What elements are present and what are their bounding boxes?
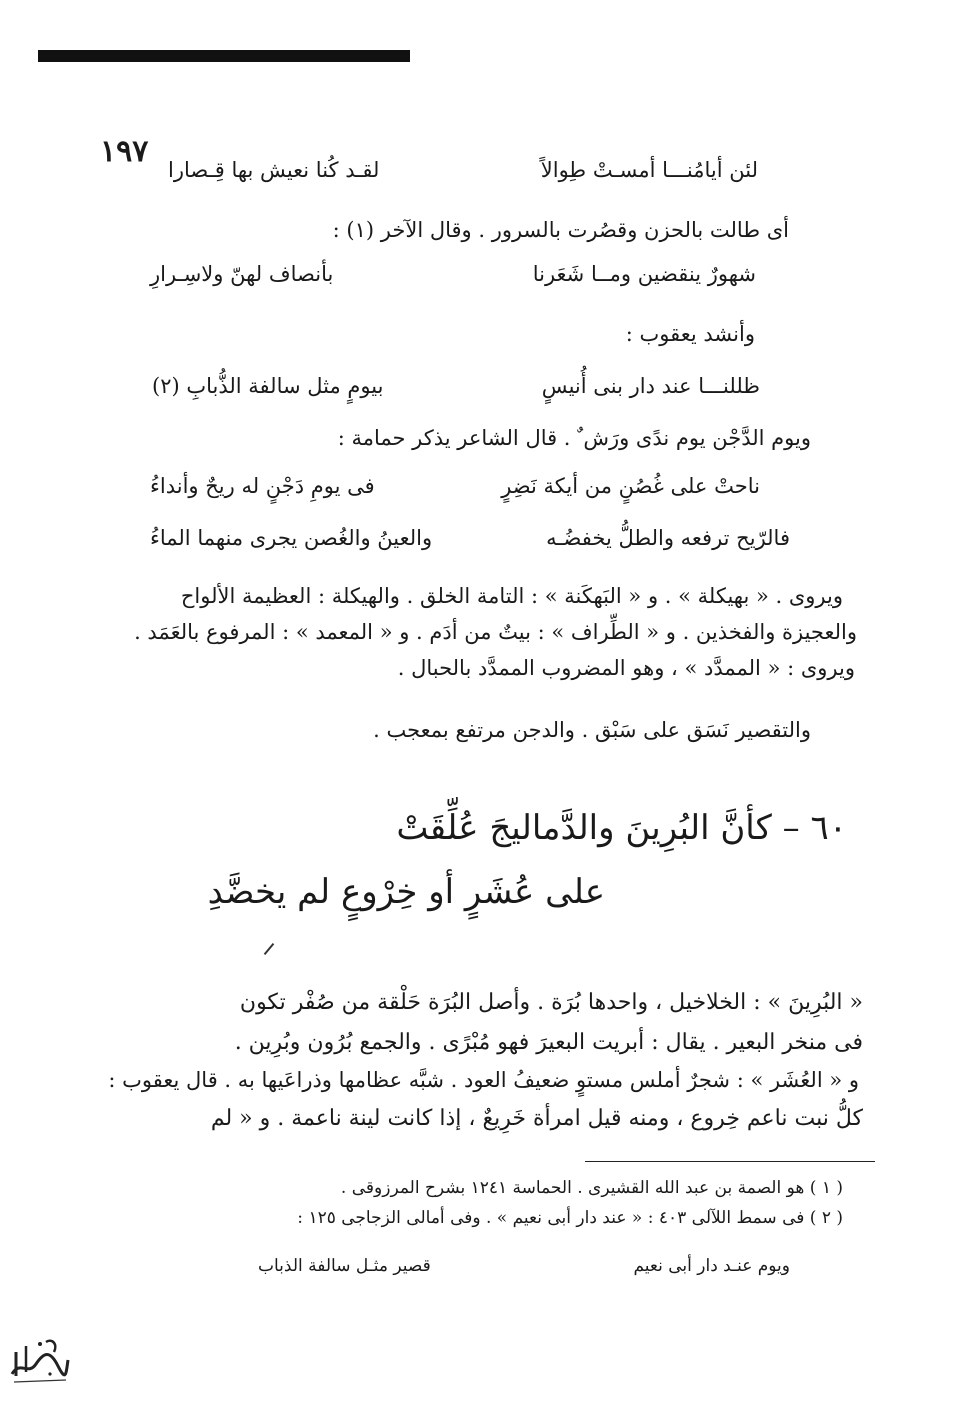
- verse-60-line-1: ٦٠ – كأنَّ البُرِينَ والدَّماليجَ عُلِّقَتْ: [396, 808, 847, 848]
- commentary-line: « البُرِينَ » : الخلاخيل ، واحدها بُرَة . وأصل البُرَة حَلْقة من صُفْر تكون: [239, 990, 863, 1015]
- footnote-verse-right: ويوم عنـد دار أبى نعيم: [633, 1256, 790, 1276]
- prose-line: ويوم الدَّجْن يوم ندًى ورَش ٌ . قال الشاعر يذكر حمامة :: [337, 426, 811, 450]
- verse-line-4: [150, 474, 760, 498]
- verse-line-3: [152, 374, 760, 398]
- prose-line: والتقصير نَسَق على سَبْق . والدجن مرتفع بمعجب .: [373, 718, 811, 742]
- verse-line-1: [168, 158, 758, 182]
- footnote-rule: [585, 1161, 875, 1162]
- verse-hemistich-left: لقـد كُنا نعيش بها قِـصارا: [168, 158, 380, 182]
- verse-hemistich-left: بيومٍ مثل سالفة الذُّبابِ (٢): [152, 374, 384, 398]
- verse-hemistich-right: ظللنـــا عند دار بنى أُنيسٍ: [541, 374, 760, 398]
- verse-hemistich-right: ناحتْ على غُصُنٍ من أيكة نَضِرٍ: [501, 474, 760, 498]
- commentary-line: و « العُشَر » : شجرٌ أملس مستوٍ ضعيفُ العود . شبَّه عظامها وذراعَيها به . قال يعقوب :: [108, 1068, 859, 1092]
- verse-hemistich-right: شهورٌ ينقضين ومــا شَعَرنا: [532, 262, 756, 286]
- margin-mark: [264, 943, 275, 955]
- library-stamp-logo: [6, 1330, 72, 1392]
- verse-hemistich-left: بأنصاف لهنّ ولاسِـرارِ: [150, 262, 334, 286]
- commentary-line: فى منخر البعير . يقال : أبريت البعيرَ فهو مُبْرًى . والجمع بُرُون وبُرِين .: [234, 1030, 863, 1055]
- prose-line: ويروى . « بهيكلة » . و « البَهكَنة » : التامة الخلق . والهيكلة : العظيمة الألواح: [180, 584, 843, 608]
- top-rule: [38, 50, 410, 62]
- verse-60-line-2: على عُشَرٍ أو خِرْوعٍ لم يخضَّدِ: [207, 872, 605, 912]
- prose-line: ويروى : « الممدَّد » ، وهو المضروب الممدَّد بالحبال .: [397, 656, 855, 680]
- verse-hemistich-left: والعينُ والغُصن يجرى منهما الماءُ: [150, 526, 433, 550]
- verse-hemistich-right: لئن أيامُنـــا أمسـتْ طِوالاً: [540, 158, 758, 182]
- page-number: ١٩٧: [100, 134, 149, 169]
- footnote-verse-left: قصير مثـل سالفة الذباب: [258, 1256, 431, 1276]
- prose-line: والعجيزة والفخذين . و « الطِّراف » : بيتٌ من أدَم . و « المعمد » : المرفوع بالعَمَد .: [134, 620, 857, 644]
- prose-line: وأنشد يعقوب :: [625, 322, 755, 346]
- verse-line-2: [150, 262, 756, 286]
- footnote-1: ( ١ ) هو الصمة بن عبد الله القشيرى . الحماسة ١٢٤١ بشرح المرزوقى .: [340, 1178, 843, 1198]
- verse-line-5: [150, 526, 790, 550]
- commentary-line: كلُّ نبت ناعم خِروع ، ومنه قيل امرأة خَرِيعٌ ، إذا كانت لينة ناعمة . و « لم: [210, 1106, 863, 1131]
- footnote-2: ( ٢ ) فى سمط اللآلى ٤٠٣ : « عند دار أبى نعيم » . وفى أمالى الزجاجى ١٢٥ :: [297, 1208, 843, 1228]
- verse-hemistich-right: فالرّيح ترفعه والطلُّ يخفضُـه: [546, 526, 790, 550]
- prose-line: أى طالت بالحزن وقصُرت بالسرور . وقال الآخر (١) :: [332, 218, 789, 242]
- verse-hemistich-left: فى يومِ دَجْنٍ له ريحٌ وأنداءُ: [150, 474, 375, 498]
- footnote-verse: [258, 1256, 790, 1276]
